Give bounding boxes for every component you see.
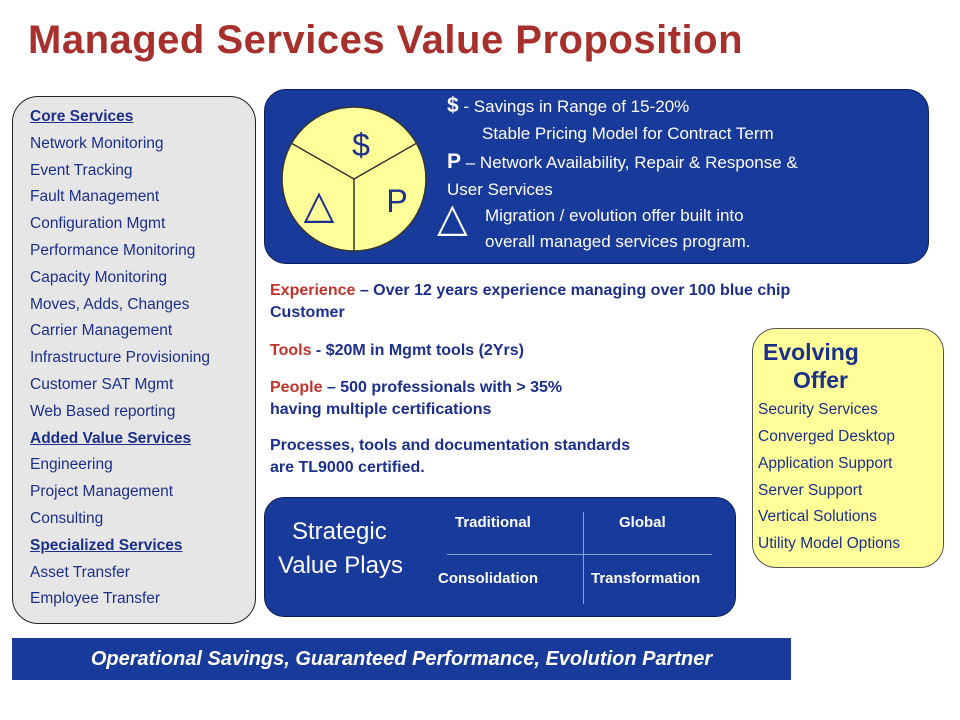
list-item: Security Services [758,401,878,418]
delta-icon: △ [437,195,468,241]
list-item: Engineering [30,456,113,474]
list-item: Carrier Management [30,322,173,340]
transformation-label: Transformation [591,570,701,587]
list-item: Utility Model Options [758,535,901,552]
pie-p-label: P [386,183,408,219]
experience-text: – Over 12 years experience managing over 100 blue chip [355,282,791,299]
evolution-text-1: Migration / evolution offer built into [485,206,744,225]
strategic-label: Strategic [292,518,387,545]
tools-label: Tools [270,342,312,359]
value-pie-diagram [279,104,429,254]
list-item: Moves, Adds, Changes [30,295,190,313]
list-item: Fault Management [30,188,160,206]
delta-icon: △ [303,182,335,228]
list-item: Server Support [758,482,863,499]
consolidation-label: Consolidation [438,570,538,587]
experience-line [270,280,790,302]
list-item: Specialized Services [30,536,183,554]
pricing-text: Stable Pricing Model for Contract Term [482,124,774,143]
savings-text: - Savings in Range of 15-20% [458,97,690,116]
people-label: People [270,379,323,396]
evolving-offer-panel [752,328,944,568]
list-item: Performance Monitoring [30,241,196,259]
page-title: Managed Services Value Proposition [28,18,744,62]
value-plays-label: Value Plays [278,552,403,579]
tools-line [270,340,524,362]
performance-text: – Network Availability, Repair & Response & [461,153,798,172]
services-list-panel [12,96,256,624]
evolution-text-2: overall managed services program. [485,232,751,251]
list-item: Web Based reporting [30,402,176,420]
processes-text-2: are TL9000 certified. [270,459,425,476]
pie-dollar-label: $ [352,127,370,163]
value-box [264,89,929,264]
list-item: Application Support [758,455,893,472]
list-item: Customer SAT Mgmt [30,375,174,393]
list-item: Capacity Monitoring [30,268,167,286]
evolving-title: Evolving [763,339,859,365]
list-item: Core Services [30,108,134,125]
list-item: Added Value Services [30,429,192,447]
people-text: – 500 professionals with > 35% [322,379,563,396]
quadrant-divider-h [447,554,712,555]
list-item: Converged Desktop [758,428,895,445]
offer-title: Offer [793,367,848,393]
list-item: Network Monitoring [30,134,164,152]
people-text-2: having multiple certifications [270,401,492,418]
traditional-label: Traditional [455,514,531,531]
savings-line [447,94,689,118]
global-label: Global [619,514,666,531]
list-item: Asset Transfer [30,563,130,581]
footer-banner: Operational Savings, Guaranteed Performance, Evolution Partner [12,638,791,680]
experience-text-2: Customer [270,304,345,321]
list-item: Vertical Solutions [758,508,877,525]
tools-text: - $20M in Mgmt tools (2Yrs) [311,342,524,359]
list-item: Event Tracking [30,161,133,179]
processes-text-1: Processes, tools and documentation standards [270,437,631,454]
people-line [270,377,562,399]
list-item: Configuration Mgmt [30,215,166,233]
p-symbol: P [447,150,462,173]
list-item: Consulting [30,509,104,527]
dollar-symbol: $ [447,94,459,117]
list-item: Infrastructure Provisioning [30,349,211,367]
performance-line [447,150,798,174]
experience-label: Experience [270,282,356,299]
strategic-value-box [264,497,736,617]
list-item: Employee Transfer [30,590,161,608]
list-item: Project Management [30,483,174,501]
quadrant-divider-v [583,512,584,604]
performance-text-2: User Services [447,180,553,199]
